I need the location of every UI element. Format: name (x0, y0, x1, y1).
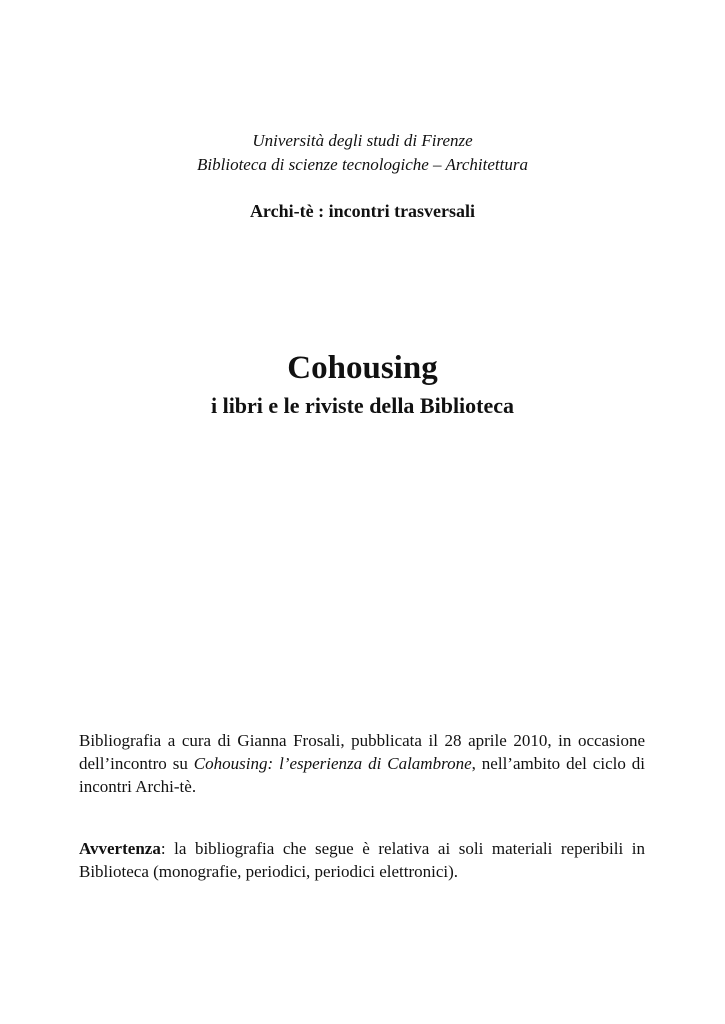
event-title: Cohousing: l’esperienza di Calambrone (193, 754, 472, 773)
university-name: Università degli studi di Firenze (252, 131, 473, 150)
series-title: Archi-tè : incontri trasversali (249, 201, 476, 221)
notice-label: Avvertenza (79, 839, 161, 858)
intro-text-part2: , nell’ambito del ciclo di incontri Archi-tè. (79, 754, 646, 796)
notice-text: : la bibliografia che segue è relativa ai soli materiali reperibili in Biblioteca (monografie, periodici, periodici elettronici). (79, 839, 645, 881)
page-subtitle: i libri e le riviste della Biblioteca (210, 393, 515, 418)
intro-paragraph (79, 729, 645, 798)
page-title: Cohousing (287, 350, 438, 386)
intro-text-part1: Bibliografia a cura di Gianna Frosali, pubblicata il 28 aprile 2010, in occasione dell’incontro su (79, 731, 645, 773)
notice-paragraph (79, 837, 645, 883)
library-name: Biblioteca di scienze tecnologiche – Architettura (197, 155, 528, 174)
